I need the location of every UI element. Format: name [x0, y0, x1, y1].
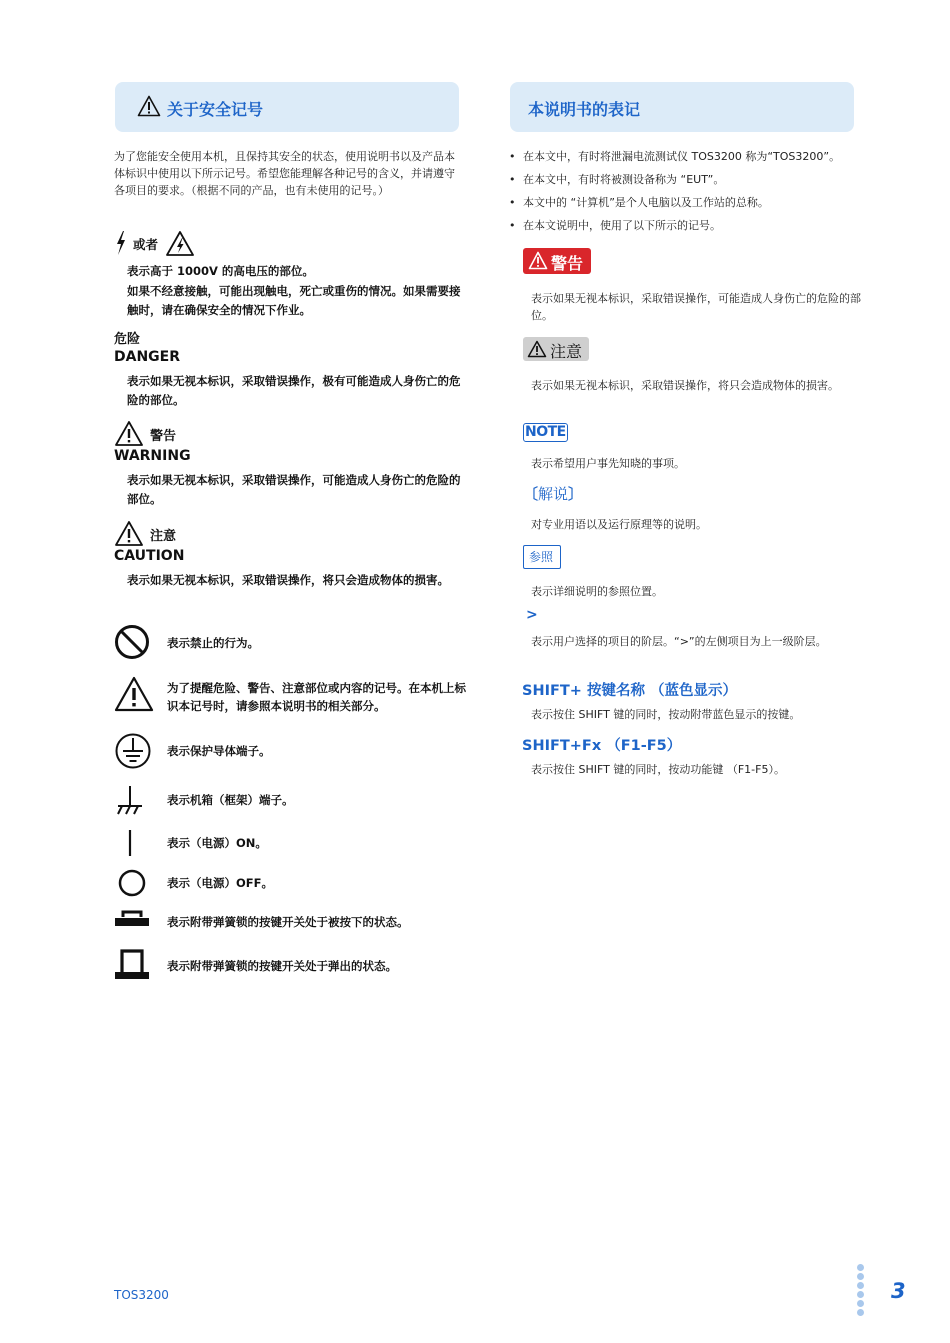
safety-header-title: 关于安全记号 — [167, 100, 264, 119]
list-item: • 本文中的 “计算机”是个人电脑以及工作站的总称。 — [509, 191, 869, 214]
safety-intro: 为了您能安全使用本机，且保持其安全的状态，使用说明书以及产品本体标识中使用以下所示记号。希望您能理解各种记号的含义，并请遵守各项目的要求。（根据不同的产品，也有未使用的记号。） — [114, 150, 455, 197]
caution-zh: 注意 — [150, 529, 177, 544]
switch-pressed-icon — [114, 910, 150, 932]
explain-desc: 对专业用语以及运行原理等的说明。 — [531, 518, 707, 531]
list-item: • 在本文说明中，使用了以下所示的记号。 — [509, 214, 869, 237]
warning-zh: 警告 — [150, 429, 177, 444]
safety-symbols-header — [115, 82, 459, 132]
caution-notation-desc: 表示如果无视本标识，采取错误操作，将只会造成物体的损害。 — [531, 379, 839, 392]
hv-desc-1: 表示高于 1000V 的高电压的部位。 — [127, 264, 314, 278]
caution-desc: 表示如果无视本标识，采取错误操作，将只会造成物体的损害。 — [127, 573, 449, 587]
shift-key-desc: 表示按住 SHIFT 键的同时，按动附带蓝色显示的按键。 — [531, 708, 801, 721]
pe-desc: 表示保护导体端子。 — [167, 744, 271, 758]
reference-desc: 表示详细说明的参照位置。 — [531, 585, 663, 598]
warning-badge-label: 警告 — [551, 254, 584, 273]
chassis-desc: 表示机箱（框架）端子。 — [167, 793, 294, 807]
power-off-icon — [117, 868, 147, 898]
bracket-left: 〔 — [523, 485, 539, 503]
explain-badge-label: 解说 — [538, 485, 569, 503]
prohibit-desc: 表示禁止的行为。 — [167, 636, 259, 650]
notation-bullets — [509, 145, 869, 237]
off-desc: 表示（电源）OFF。 — [167, 876, 273, 890]
released-desc: 表示附带弹簧锁的按键开关处于弹出的状态。 — [167, 959, 397, 973]
hv-desc-2: 如果不经意接触，可能出现触电，死亡或重伤的情况。如果需要接触时，请在确保安全的情况下作业。 — [127, 284, 461, 317]
warning-badge — [523, 248, 591, 274]
warning-desc: 表示如果无视本标识，采取错误操作，可能造成人身伤亡的危险的部位。 — [127, 473, 461, 506]
note-badge: NOTE — [525, 424, 566, 440]
danger-en: DANGER — [114, 349, 181, 365]
hierarchy-symbol: > — [526, 607, 538, 623]
prohibit-icon — [114, 624, 150, 660]
note-desc: 表示希望用户事先知晓的事项。 — [531, 457, 685, 470]
warning-notation-desc: 表示如果无视本标识，采取错误操作，可能造成人身伤亡的危险的部位。 — [531, 292, 861, 322]
pressed-desc: 表示附带弹簧锁的按键开关处于被按下的状态。 — [167, 915, 409, 929]
hierarchy-desc: 表示用户选择的项目的阶层。“>”的左侧项目为上一级阶层。 — [531, 635, 827, 648]
list-item: • 在本文中，有时将被测设备称为 “EUT”。 — [509, 168, 869, 191]
footer-model: TOS3200 — [114, 1288, 169, 1302]
on-desc: 表示（电源）ON。 — [167, 836, 267, 850]
power-on-icon — [122, 829, 138, 857]
warning-triangle-icon — [114, 420, 144, 447]
lightning-icon — [114, 230, 128, 256]
caution-badge-label: 注意 — [550, 342, 583, 361]
decor-dot — [857, 1282, 864, 1289]
caution-triangle-icon — [527, 340, 547, 358]
protective-earth-icon — [114, 732, 152, 770]
explain-badge — [523, 484, 583, 504]
shift-fx-title: SHIFT+Fx （F1-F5） — [522, 738, 682, 754]
switch-released-icon — [114, 948, 150, 982]
decor-dot — [857, 1309, 864, 1316]
shift-key-title: SHIFT+ 按键名称 （蓝色显示） — [522, 683, 738, 699]
attention-desc: 为了提醒危险、警告、注意部位或内容的记号。在本机上标识本记号时，请参照本说明书的相关部分。 — [167, 681, 466, 713]
reference-badge-label: 参照 — [529, 550, 554, 564]
danger-zh: 危险 — [114, 332, 141, 347]
caution-badge — [523, 337, 589, 361]
warning-triangle-icon — [137, 95, 161, 117]
decor-dot — [857, 1300, 864, 1307]
decor-dot — [857, 1291, 864, 1298]
notation-header — [510, 82, 854, 132]
chassis-ground-icon — [114, 784, 146, 816]
danger-desc: 表示如果无视本标识，采取错误操作，极有可能造成人身伤亡的危险的部位。 — [127, 374, 461, 407]
caution-triangle-icon — [114, 520, 144, 547]
high-voltage-triangle-icon — [165, 230, 195, 257]
list-item: • 在本文中，有时将泄漏电流测试仪 TOS3200 称为“TOS3200”。 — [509, 145, 869, 168]
reference-badge — [523, 545, 561, 569]
page-number: 3 — [891, 1279, 906, 1303]
bracket-right: 〕 — [568, 485, 584, 503]
decor-dot — [857, 1273, 864, 1280]
hv-or-label: 或者 — [133, 237, 159, 252]
attention-triangle-icon — [114, 676, 154, 712]
caution-en: CAUTION — [114, 548, 185, 564]
notation-header-title: 本说明书的表记 — [528, 100, 641, 119]
shift-fx-desc: 表示按住 SHIFT 键的同时，按动功能键 （F1-F5）。 — [531, 763, 785, 776]
warning-en: WARNING — [114, 448, 191, 464]
decor-dot — [857, 1264, 864, 1271]
warning-triangle-icon — [528, 251, 548, 270]
